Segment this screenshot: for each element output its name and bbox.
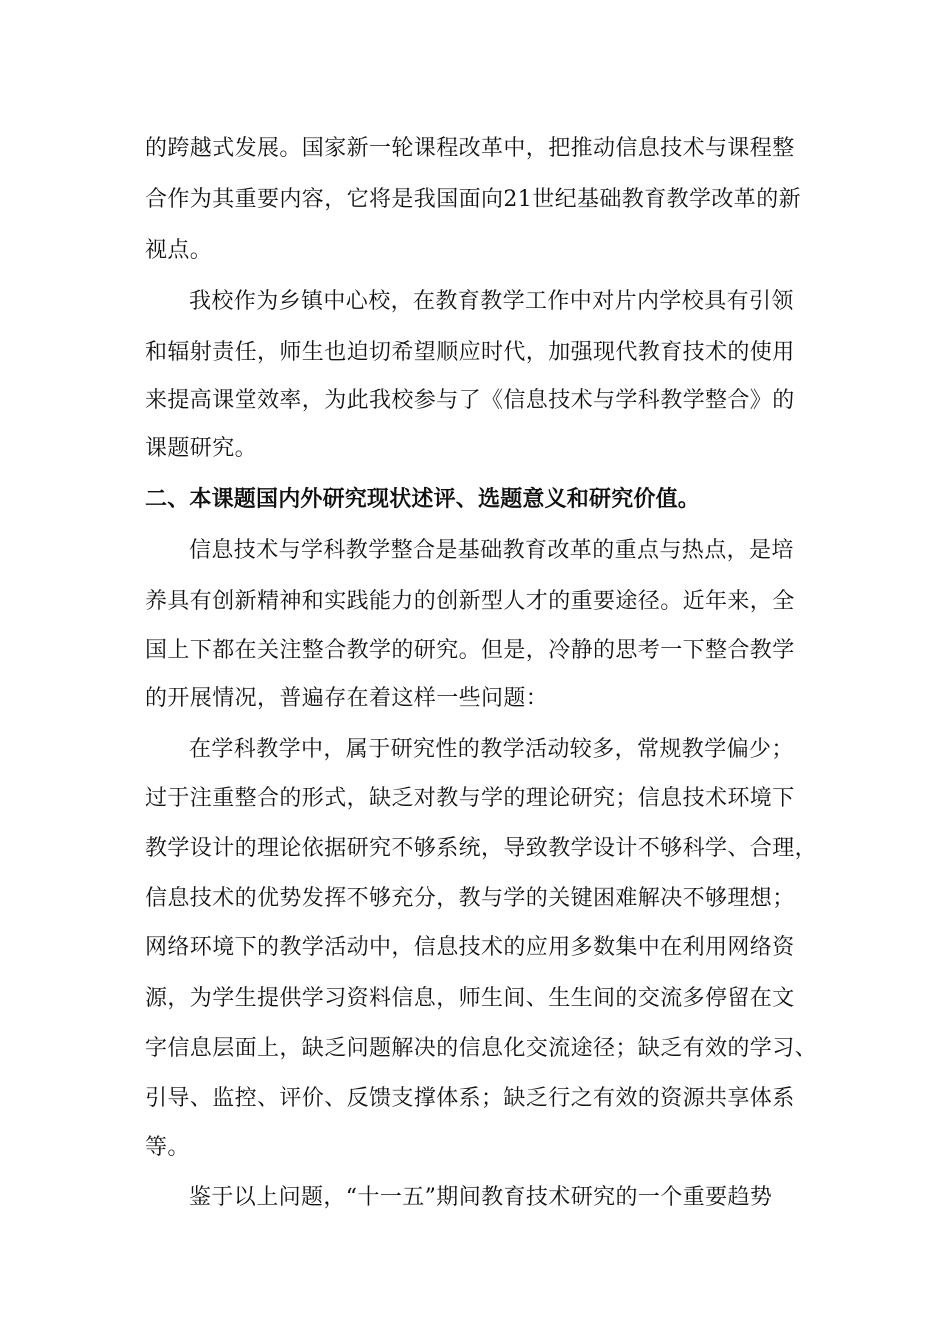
- text-line: 国上下都在关注整合教学的研究。但是，冷静的思考一下整合教学: [145, 638, 795, 663]
- text-line: 信息技术与学科教学整合是基础教育改革的重点与热点，是培: [189, 538, 794, 563]
- text-line: 来提高课堂效率，为此我校参与了《信息技术与学科教学整合》的: [145, 388, 795, 413]
- text-line: 的开展情况，普遍存在着这样一些问题：: [145, 686, 549, 711]
- text-line: 养具有创新精神和实践能力的创新型人才的重要途径。近年来，全: [145, 589, 795, 614]
- text-line: 教学设计的理论依据研究不够系统，导致教学设计不够科学、合理，: [145, 836, 818, 861]
- text-line: 我校作为乡镇中心校，在教育教学工作中对片内学校具有引领: [189, 289, 794, 314]
- text-line: 引导、监控、评价、反馈支撑体系；缺乏行之有效的资源共享体系: [145, 1086, 795, 1111]
- text-line: 等。: [145, 1135, 190, 1160]
- text-line: 在学科教学中，属于研究性的教学活动较多，常规教学偏少；: [189, 737, 794, 762]
- text-line: 信息技术的优势发挥不够充分，教与学的关键困难解决不够理想；: [145, 886, 795, 911]
- text-line: 视点。: [145, 238, 213, 263]
- text-line: 网络环境下的教学活动中，信息技术的应用多数集中在利用网络资: [145, 935, 795, 960]
- text-line: 的跨越式发展。国家新一轮课程改革中，把推动信息技术与课程整: [145, 136, 795, 161]
- section-heading: 二、本课题国内外研究现状述评、选题意义和研究价值。: [145, 487, 701, 512]
- text-line: 源，为学生提供学习资料信息，师生间、生生间的交流多停留在文: [145, 986, 795, 1011]
- text-line: 合作为其重要内容，它将是我国面向21世纪基础教育教学改革的新: [145, 187, 801, 212]
- text-line: 课题研究。: [145, 436, 258, 461]
- text-line: 字信息层面上，缺乏问题解决的信息化交流途径；缺乏有效的学习、: [145, 1036, 818, 1061]
- text-line: 鉴于以上问题，“十一五”期间教育技术研究的一个重要趋势: [189, 1185, 773, 1210]
- text-line: 和辐射责任，师生也迫切希望顺应时代，加强现代教育技术的使用: [145, 340, 795, 365]
- text-line: 过于注重整合的形式，缺乏对教与学的理论研究；信息技术环境下: [145, 786, 795, 811]
